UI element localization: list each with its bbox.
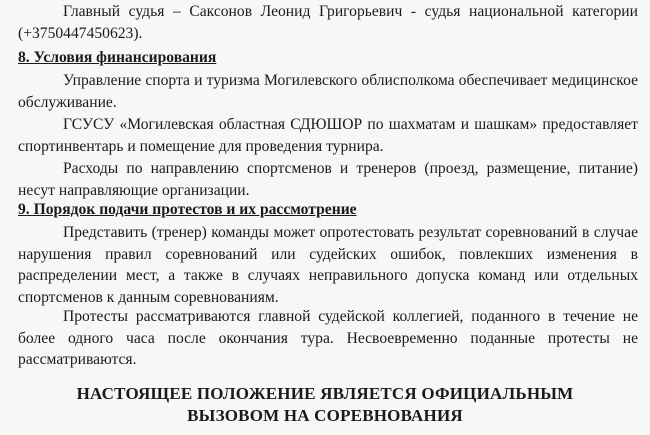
section-8-heading: 8. Условия финансирования: [18, 49, 217, 66]
section-8-paragraph-3: Расходы по направлению спортсменов и тренеров (проезд, размещение, питание) несут направляющие организации.: [18, 160, 638, 199]
section-9-paragraph-2: Протесты рассматриваются главной судейской коллегией, поданного в течение не более одного часа после окончания тура. Несвоевременно поданные протесты не рассматриваются.: [18, 308, 638, 368]
section-8-paragraph-1: Управление спорта и туризма Могилевского облисполкома обеспечивает медицинское обслуживание.: [18, 72, 638, 111]
section-8-paragraph-2: ГСУСУ «Могилевская областная СДЮШОР по шахматам и шашкам» предоставляет спортинвентарь и помещение для проведения турнира.: [18, 116, 638, 155]
official-notice-line-1: НАСТОЯЩЕЕ ПОЛОЖЕНИЕ ЯВЛЯЕТСЯ ОФИЦИАЛЬНЫМ: [76, 384, 574, 403]
section-9-heading: 9. Порядок подачи протестов и их рассмотрение: [18, 201, 357, 218]
official-notice-line-2: ВЫЗОВОМ НА СОРЕВНОВАНИЯ: [187, 406, 463, 425]
judge-paragraph: Главный судья – Саксонов Леонид Григорьевич - судья национальной категории (+3750447450623).: [18, 3, 638, 42]
section-9-paragraph-1: Представить (тренер) команды может опротестовать результат соревнований в случае нарушения правил соревнований или судейских ошибок, повлекших изменения в распределении мест, а также в случаях неправильного допуска команд или отдельных спортсменов к данным соревнованиям.: [18, 224, 638, 306]
official-notice: [0, 383, 650, 427]
